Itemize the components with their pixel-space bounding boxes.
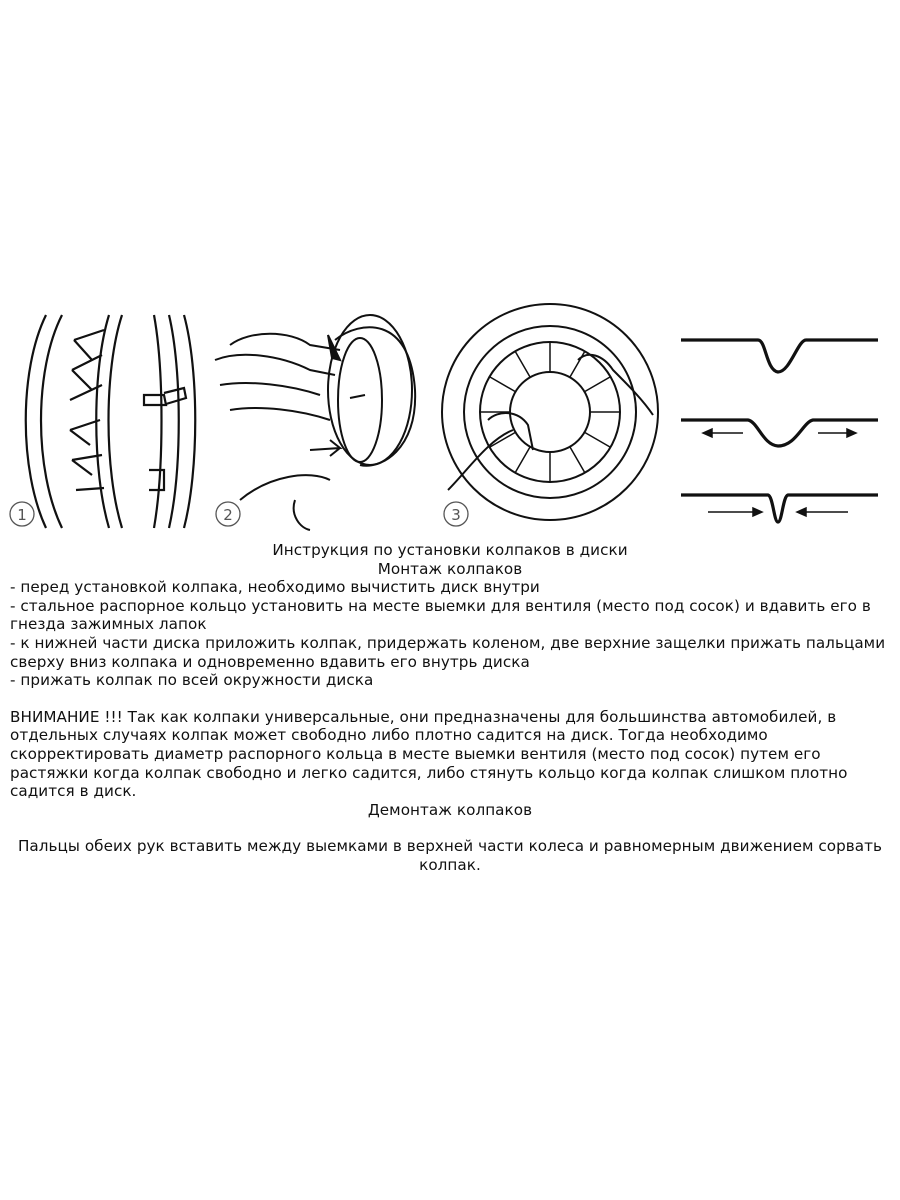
figure-number: 1 [17,506,27,524]
wheel-cover-edge-icon [4,300,204,535]
warning-paragraph [10,708,890,801]
figure-4 [678,300,883,535]
mount-step: - стальное распорное кольцо установить на месте выемки для вентиля (место под сосок) и вдавить его в [10,596,871,615]
warning-line: садится в диск. [10,782,137,801]
demount-line: Пальцы обеих рук вставить между выемками в верхней части колеса и равномерным движением сорвать [17,837,883,856]
mount-step: - прижать колпак по всей окружности диска [10,671,374,690]
spacer-ring-adjust-diagram-icon [678,300,883,535]
warning-line: растяжки когда колпак свободно и легко садится, либо стянуть кольцо когда колпак слишком плотно [10,763,848,782]
figure-number: 3 [451,506,461,524]
instruction-title: Инструкция по установки колпаков в диски [272,541,628,559]
mount-steps [10,578,890,690]
mount-step: - перед установкой колпака, необходимо вычистить диск внутри [10,578,540,597]
figure-number: 2 [223,506,233,524]
warning-line: отдельных случаях колпак может свободно либо плотно садится на диск. Тогда необходимо [10,726,768,745]
mount-step: - к нижней части диска приложить колпак, придержать коленом, две верхние защелки прижать пальцами [10,633,886,652]
instruction-text [10,541,890,875]
mount-heading: Монтаж колпаков [377,559,523,578]
pressing-cover-wheel-icon [438,300,663,535]
mount-step: сверху вниз колпака и одновременно вдавить его внутрь диска [10,652,530,671]
mount-step: гнезда зажимных лапок [10,615,207,634]
warning-line: ВНИМАНИЕ !!! Так как колпаки универсальные, они предназначены для большинства автомобилей, в [10,707,837,726]
figure-2 [210,300,430,535]
demount-heading: Демонтаж колпаков [367,800,533,819]
figure-1 [4,300,204,535]
demount-line: колпак. [419,855,481,874]
illustrations-row [0,300,900,540]
demount-paragraph [10,837,890,874]
figure-3 [438,300,663,535]
warning-line: скорректировать диаметр распорного кольца в месте выемки вентиля (место под сосок) путем его [10,744,821,763]
installing-cover-hands-icon [210,300,430,535]
